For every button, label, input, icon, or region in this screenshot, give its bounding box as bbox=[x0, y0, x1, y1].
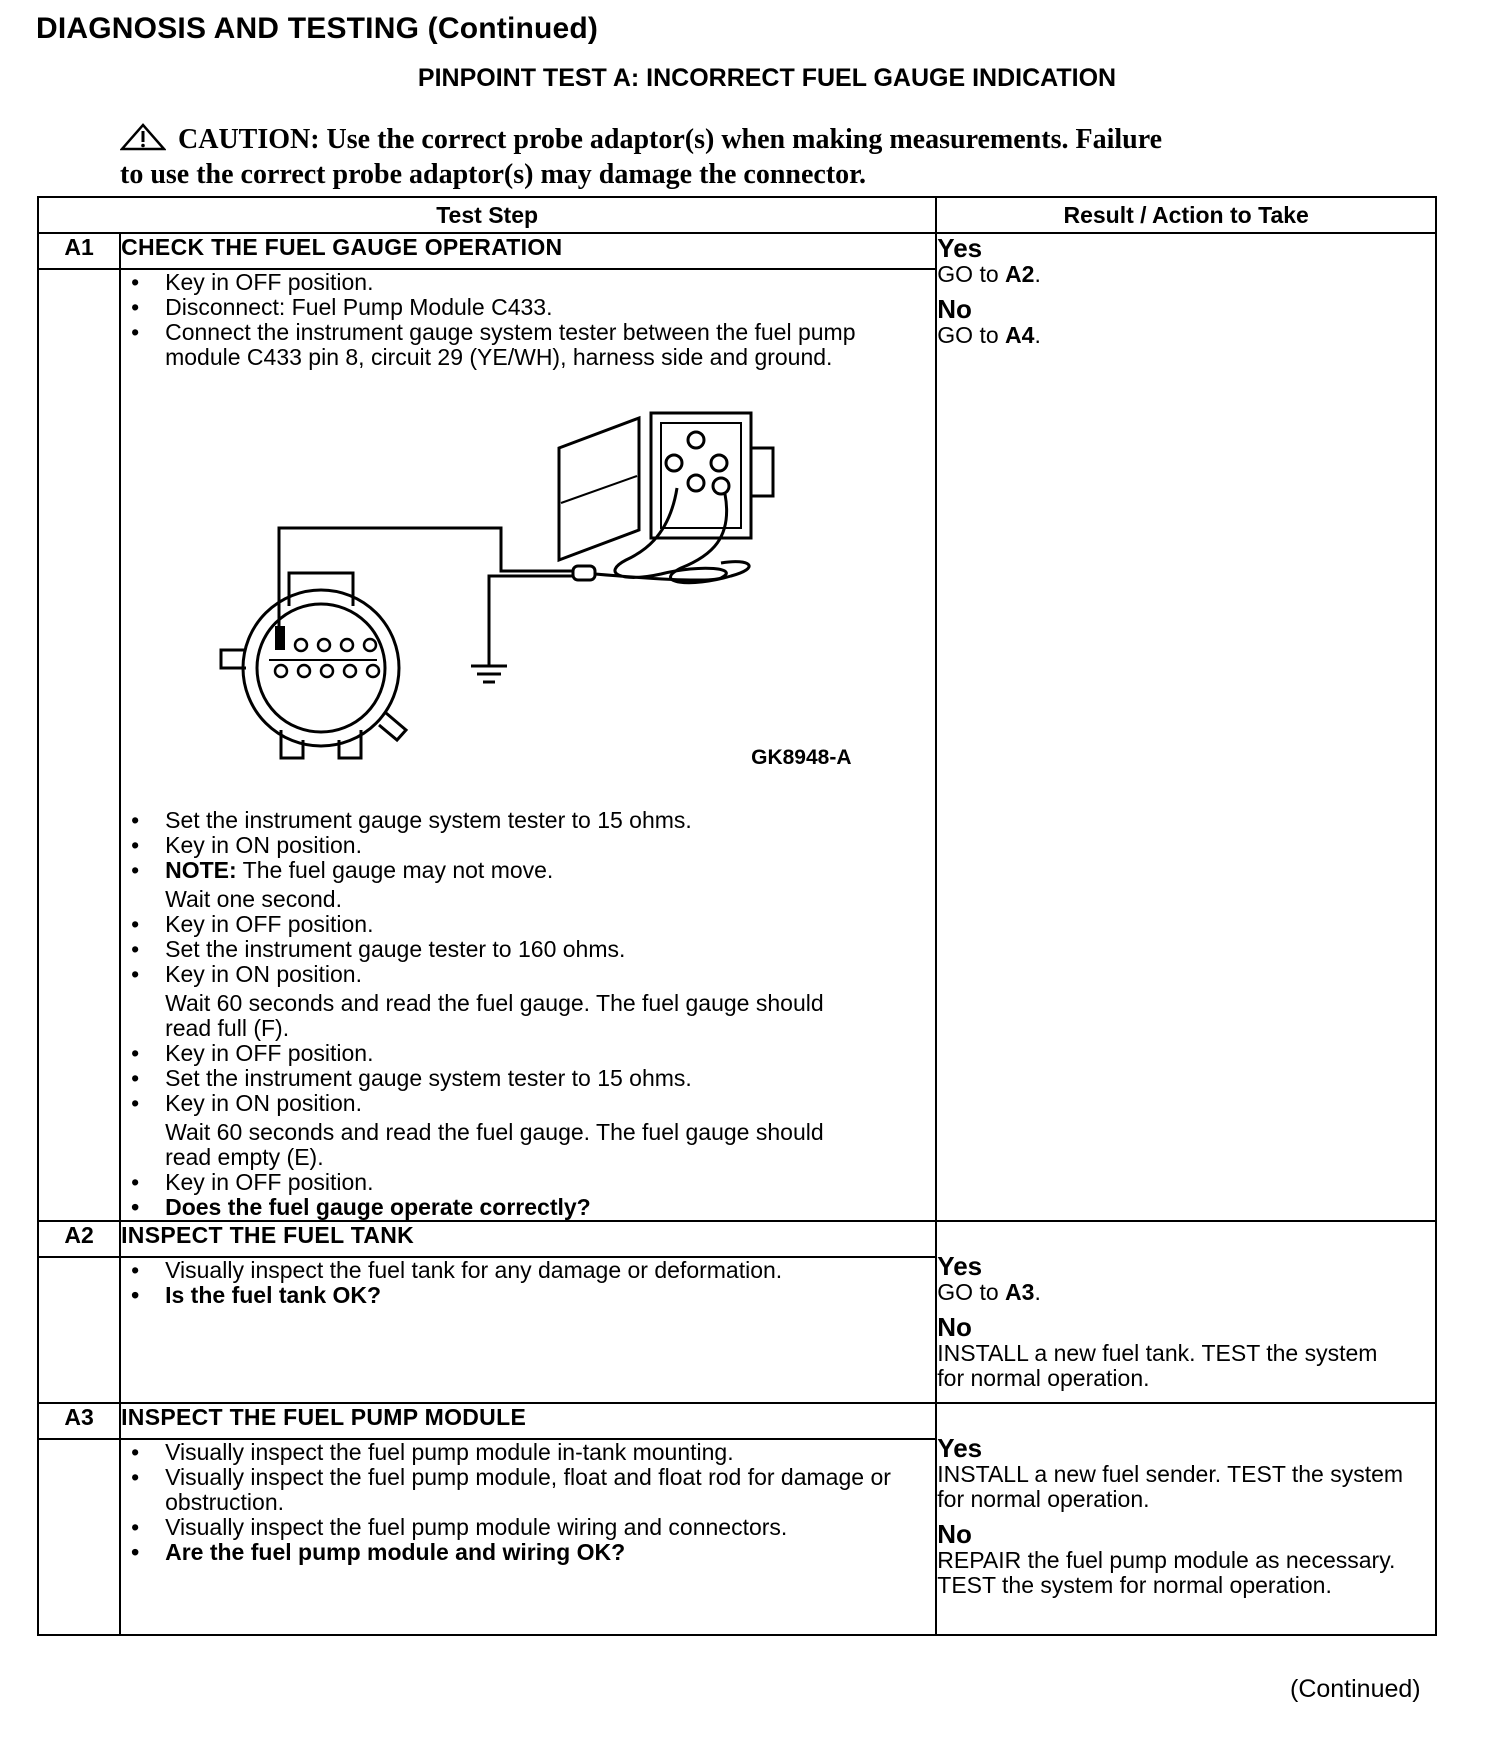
continued-label: (Continued) bbox=[1290, 1675, 1421, 1703]
list-item: • Are the fuel pump module and wiring OK? bbox=[165, 1540, 905, 1565]
list-item: Wait 60 seconds and read the fuel gauge. The fuel gauge should read empty (E). bbox=[165, 1119, 824, 1170]
tester-connection-figure bbox=[121, 378, 901, 798]
result-a1 bbox=[936, 233, 1436, 1221]
figure-reference-label: GK8948-A bbox=[751, 746, 852, 769]
list-item: • Visually inspect the fuel tank for any damage or deformation. bbox=[165, 1258, 935, 1283]
step-id-a1: A1 bbox=[38, 233, 120, 269]
list-item: • Set the instrument gauge system tester to 15 ohms. bbox=[165, 1066, 935, 1091]
list-item: • Disconnect: Fuel Pump Module C433. bbox=[165, 295, 935, 320]
list-item: • Set the instrument gauge system tester to 15 ohms. bbox=[165, 808, 935, 833]
list-item: • Visually inspect the fuel pump module wiring and connectors. bbox=[165, 1515, 905, 1540]
list-item bbox=[165, 858, 935, 883]
step-a2-body bbox=[120, 1257, 936, 1403]
step-a1-title-row bbox=[38, 233, 1436, 269]
list-item: • Visually inspect the fuel pump module in-tank mounting. bbox=[165, 1440, 905, 1465]
result-a3 bbox=[936, 1403, 1436, 1635]
connector-tester-diagram bbox=[121, 378, 901, 798]
result-a3-no-label: No bbox=[937, 1519, 972, 1549]
column-header-test-step: Test Step bbox=[38, 197, 936, 233]
step-title-a2: INSPECT THE FUEL TANK bbox=[120, 1221, 936, 1257]
result-a2 bbox=[936, 1221, 1436, 1403]
caution-line-1: CAUTION: Use the correct probe adaptor(s) when making measurements. Failure bbox=[178, 124, 1163, 155]
step-a1-list-2 bbox=[121, 808, 935, 1220]
note-label: NOTE: bbox=[165, 857, 237, 883]
list-item: Wait 60 seconds and read the fuel gauge. The fuel gauge should read full (F). bbox=[165, 990, 824, 1041]
list-item: • Key in OFF position. bbox=[165, 1041, 935, 1066]
list-item: • Does the fuel gauge operate correctly? bbox=[165, 1195, 935, 1220]
result-a1-yes-action: GO to A2. bbox=[937, 261, 1041, 287]
list-item: • Set the instrument gauge tester to 160 ohms. bbox=[165, 937, 935, 962]
result-a3-no-action: REPAIR the fuel pump module as necessary. TEST the system for normal operation. bbox=[937, 1547, 1396, 1598]
step-a1-list-1 bbox=[121, 270, 935, 370]
step-a3-title-row bbox=[38, 1403, 1436, 1439]
result-a2-yes-label: Yes bbox=[937, 1251, 983, 1281]
note-text: The fuel gauge may not move. bbox=[236, 857, 554, 883]
list-item: Wait one second. bbox=[165, 886, 342, 912]
step-id-a2: A2 bbox=[38, 1221, 120, 1257]
result-a2-yes-action: GO to A3. bbox=[937, 1279, 1041, 1305]
caution-line-2: to use the correct probe adaptor(s) may damage the connector. bbox=[120, 159, 867, 190]
table-header-row bbox=[38, 197, 1436, 233]
result-a1-no-action: GO to A4. bbox=[937, 322, 1041, 348]
column-header-result: Result / Action to Take bbox=[936, 197, 1436, 233]
step-title-a1: CHECK THE FUEL GAUGE OPERATION bbox=[120, 233, 936, 269]
pinpoint-test-table bbox=[37, 196, 1437, 1636]
result-a1-yes-label: Yes bbox=[937, 233, 983, 263]
list-item: • Key in ON position. bbox=[165, 962, 935, 987]
step-title-a3: INSPECT THE FUEL PUMP MODULE bbox=[120, 1403, 936, 1439]
result-a2-no-label: No bbox=[937, 1312, 972, 1342]
result-a3-yes-action: INSTALL a new fuel sender. TEST the system for normal operation. bbox=[937, 1461, 1404, 1512]
list-item: • Key in ON position. bbox=[165, 833, 935, 858]
pinpoint-test-title: PINPOINT TEST A: INCORRECT FUEL GAUGE INDICATION bbox=[417, 64, 1117, 92]
list-item: • Key in ON position. bbox=[165, 1091, 935, 1116]
list-item: • Key in OFF position. bbox=[165, 912, 935, 937]
step-a1-body bbox=[120, 269, 936, 1221]
result-a3-yes-label: Yes bbox=[937, 1433, 983, 1463]
warning-triangle-icon bbox=[120, 123, 166, 159]
step-id-a3: A3 bbox=[38, 1403, 120, 1439]
list-item: • Is the fuel tank OK? bbox=[165, 1283, 935, 1308]
list-item: • Key in OFF position. bbox=[165, 270, 935, 295]
result-a1-no-label: No bbox=[937, 294, 972, 324]
page-title: DIAGNOSIS AND TESTING (Continued) bbox=[36, 12, 599, 45]
result-a2-no-action: INSTALL a new fuel tank. TEST the system for normal operation. bbox=[937, 1340, 1378, 1391]
list-item: • Visually inspect the fuel pump module, float and float rod for damage or obstruction. bbox=[165, 1465, 905, 1515]
list-item: • Key in OFF position. bbox=[165, 1170, 935, 1195]
list-item: • Connect the instrument gauge system tester between the fuel pump module C433 pin 8, circuit 29 (YE/WH), harness side and ground. bbox=[165, 320, 935, 370]
step-a2-title-row bbox=[38, 1221, 1436, 1257]
step-a3-body bbox=[120, 1439, 936, 1635]
caution-notice bbox=[120, 123, 1360, 191]
